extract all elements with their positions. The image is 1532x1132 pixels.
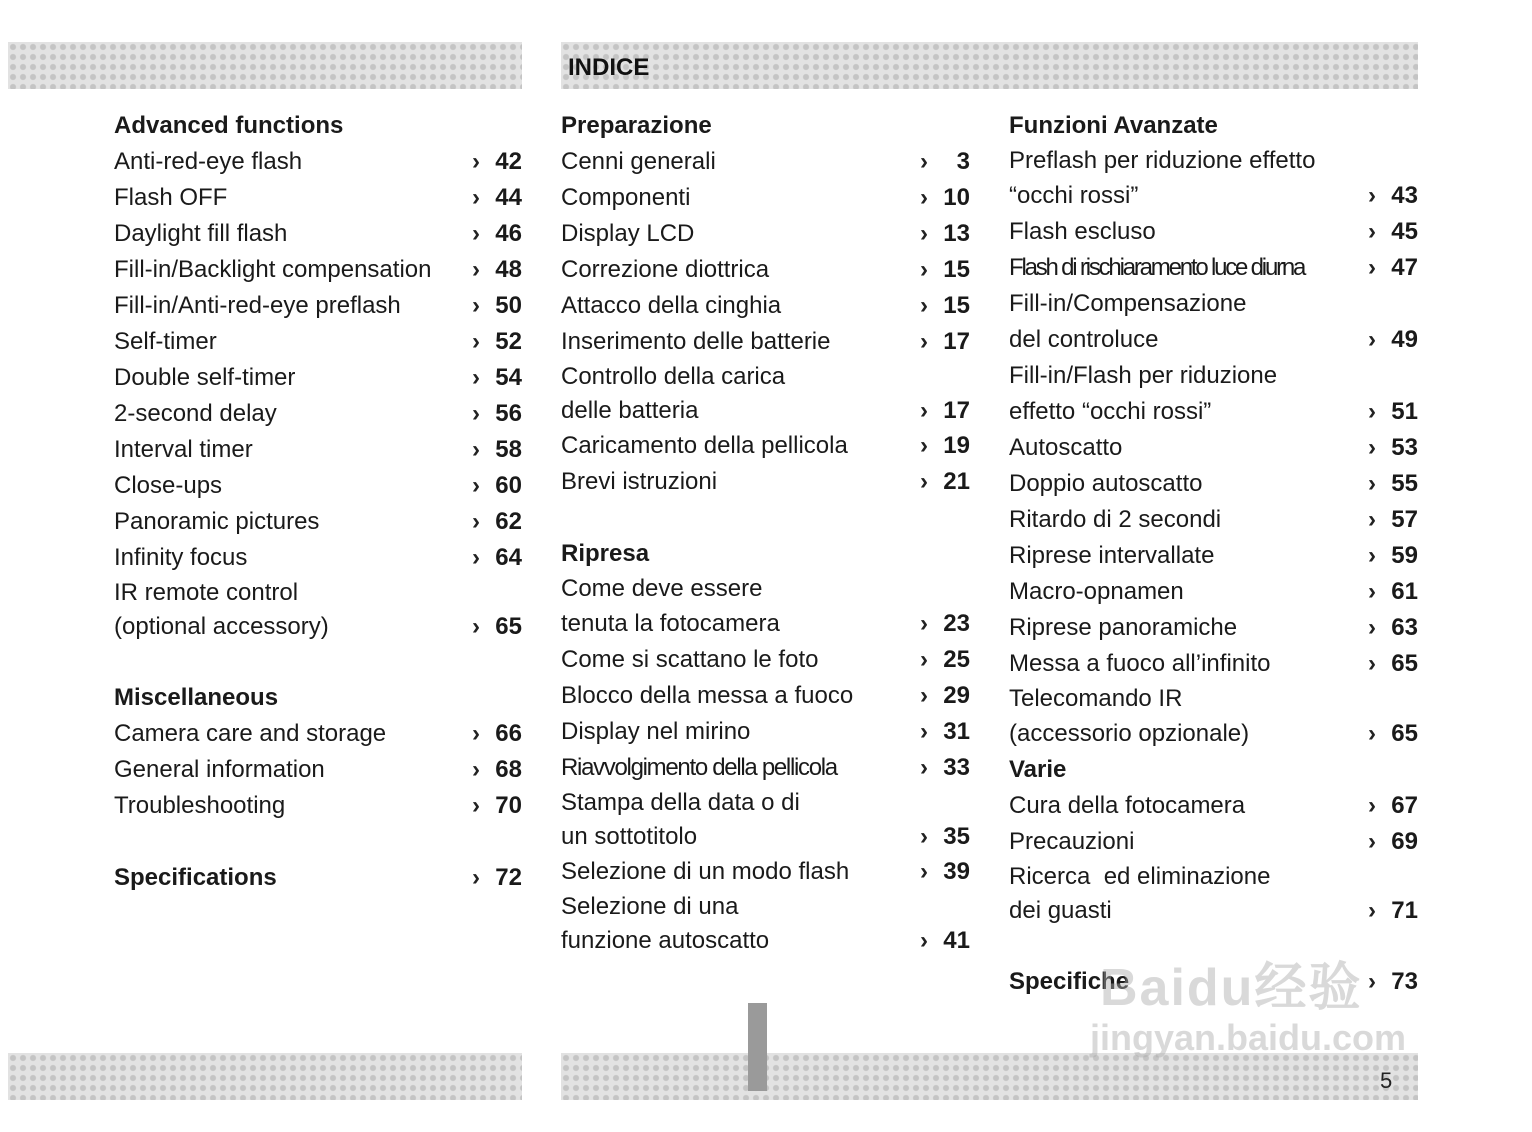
chevron-right-icon: › xyxy=(920,927,928,954)
entry-title-continued: dei guasti xyxy=(1009,897,1112,924)
chevron-right-icon: › xyxy=(920,646,928,673)
entry-title: IR remote control xyxy=(114,579,299,606)
chevron-right-icon: › xyxy=(1368,434,1376,461)
chevron-right-icon: › xyxy=(1368,897,1376,924)
chevron-right-icon: › xyxy=(472,328,480,355)
entry-title: Riprese panoramiche xyxy=(1009,614,1238,641)
entry-title: Preflash per riduzione effetto xyxy=(1009,147,1316,174)
toc-entry[interactable] xyxy=(114,360,522,396)
entry-page: 65 xyxy=(1391,650,1418,677)
chevron-right-icon: › xyxy=(472,613,480,640)
chevron-right-icon: › xyxy=(920,823,928,850)
entry-title: Ricerca ed eliminazione xyxy=(1009,863,1271,890)
entry-title-continued: un sottotitolo xyxy=(561,823,698,850)
entry-title: Componenti xyxy=(561,184,691,211)
entry-page: 52 xyxy=(495,328,522,355)
entry-page: 59 xyxy=(1391,542,1418,569)
toc-entry[interactable] xyxy=(561,394,970,428)
toc-entry[interactable] xyxy=(114,788,522,824)
toc-entry[interactable] xyxy=(561,428,970,464)
chevron-right-icon: › xyxy=(920,220,928,247)
entry-page: 15 xyxy=(943,256,970,283)
entry-title: Fill-in/Anti-red-eye preflash xyxy=(114,292,401,319)
entry-title: Brevi istruzioni xyxy=(561,468,718,495)
chevron-right-icon: › xyxy=(472,720,480,747)
entry-title: Come deve essere xyxy=(561,575,763,602)
chevron-right-icon: › xyxy=(920,432,928,459)
entry-title: General information xyxy=(114,756,325,783)
entry-page: 45 xyxy=(1391,218,1418,245)
toc-entry[interactable] xyxy=(1009,646,1418,682)
entry-title: Macro-opnamen xyxy=(1009,578,1184,605)
entry-title: Stampa della data o di xyxy=(561,789,800,816)
chevron-right-icon: › xyxy=(1368,614,1376,641)
toc-entry[interactable] xyxy=(114,144,522,180)
chevron-right-icon: › xyxy=(472,364,480,391)
toc-entry[interactable] xyxy=(561,642,970,678)
entry-title: Precauzioni xyxy=(1009,828,1135,855)
toc-entry[interactable] xyxy=(1009,788,1418,824)
entry-title: Fill-in/Flash per riduzione xyxy=(1009,362,1278,389)
watermark-brand: Baidu经验 xyxy=(1100,959,1363,1017)
toc-entry[interactable] xyxy=(114,216,522,252)
entry-page: 63 xyxy=(1391,614,1418,641)
entry-page: 29 xyxy=(943,682,970,709)
entry-title: Messa a fuoco all’infinito xyxy=(1009,650,1271,677)
toc-entry[interactable] xyxy=(114,288,522,324)
toc-entry[interactable] xyxy=(561,144,970,180)
chevron-right-icon: › xyxy=(920,610,928,637)
chevron-right-icon: › xyxy=(1368,398,1376,425)
toc-entry[interactable] xyxy=(561,606,970,642)
entry-page: 64 xyxy=(495,544,522,571)
entry-page: 68 xyxy=(495,756,522,783)
entry-page: 15 xyxy=(943,292,970,319)
entry-page: 54 xyxy=(495,364,522,391)
section-heading: Specifications xyxy=(114,864,277,891)
toc-entry[interactable] xyxy=(561,854,970,890)
entry-title-continued: (optional accessory) xyxy=(114,613,329,640)
chevron-right-icon: › xyxy=(1368,828,1376,855)
chevron-right-icon: › xyxy=(920,468,928,495)
entry-page: 72 xyxy=(495,864,522,891)
entry-title: Display nel mirino xyxy=(561,718,751,745)
toc-entry[interactable] xyxy=(1009,214,1418,250)
entry-title: Caricamento della pellicola xyxy=(561,432,848,459)
toc-entry[interactable] xyxy=(1009,322,1418,358)
entry-title: Selezione di una xyxy=(561,893,739,920)
chevron-right-icon: › xyxy=(1368,326,1376,353)
toc-entry[interactable] xyxy=(1009,466,1418,502)
chevron-right-icon: › xyxy=(472,184,480,211)
entry-page: 70 xyxy=(495,792,522,819)
chevron-right-icon: › xyxy=(472,508,480,535)
entry-title: Double self-timer xyxy=(114,364,296,391)
entry-page: 51 xyxy=(1391,398,1418,425)
toc-entry[interactable] xyxy=(114,540,522,576)
toc-entry[interactable] xyxy=(561,464,970,500)
toc-entry[interactable] xyxy=(1009,574,1418,610)
toc-entry[interactable] xyxy=(561,924,970,958)
entry-title: Attacco della cinghia xyxy=(561,292,782,319)
entry-title-continued: (accessorio opzionale) xyxy=(1009,720,1250,747)
entry-title-continued: effetto “occhi rossi” xyxy=(1009,398,1212,425)
entry-title: Cenni generali xyxy=(561,148,716,175)
toc-entry[interactable] xyxy=(114,752,522,788)
entry-title: Come si scattano le foto xyxy=(561,646,819,673)
decorative-band-top-left xyxy=(8,42,522,89)
chevron-right-icon: › xyxy=(1368,792,1376,819)
chevron-right-icon: › xyxy=(472,292,480,319)
chevron-right-icon: › xyxy=(920,718,928,745)
entry-page: 17 xyxy=(943,328,970,355)
entry-title: Flash escluso xyxy=(1009,218,1156,245)
toc-entry[interactable] xyxy=(114,396,522,432)
toc-entry[interactable] xyxy=(1009,178,1418,214)
entry-page: 19 xyxy=(943,432,970,459)
entry-title-continued: funzione autoscatto xyxy=(561,927,770,954)
entry-title: Self-timer xyxy=(114,328,217,355)
chevron-right-icon: › xyxy=(920,754,928,781)
chevron-right-icon: › xyxy=(1368,968,1376,995)
entry-page: 31 xyxy=(943,718,970,745)
entry-title: Blocco della messa a fuoco xyxy=(561,682,854,709)
chevron-right-icon: › xyxy=(472,220,480,247)
entry-title: Panoramic pictures xyxy=(114,508,320,535)
chevron-right-icon: › xyxy=(472,472,480,499)
toc-column-italian-2 xyxy=(1009,108,1418,1000)
chevron-right-icon: › xyxy=(1368,506,1376,533)
entry-page: 25 xyxy=(943,646,970,673)
entry-title: Interval timer xyxy=(114,436,253,463)
entry-title: Controllo della carica xyxy=(561,363,786,390)
toc-entry[interactable] xyxy=(561,750,970,786)
toc-entry[interactable] xyxy=(561,324,970,360)
entry-page: 61 xyxy=(1391,578,1418,605)
toc-entry-line[interactable] xyxy=(561,572,970,606)
chevron-right-icon: › xyxy=(472,792,480,819)
toc-entry[interactable] xyxy=(1009,538,1418,574)
entry-page: 49 xyxy=(1391,326,1418,353)
entry-title: Riavvolgimento della pellicola xyxy=(561,754,837,781)
entry-page: 10 xyxy=(943,184,970,211)
chevron-right-icon: › xyxy=(1368,182,1376,209)
entry-title-continued: tenuta la fotocamera xyxy=(561,610,780,637)
section-heading: Advanced functions xyxy=(114,112,344,139)
entry-page: 66 xyxy=(495,720,522,747)
toc-entry[interactable] xyxy=(114,716,522,752)
chevron-right-icon: › xyxy=(1368,254,1376,281)
entry-title-continued: del controluce xyxy=(1009,326,1159,353)
chevron-right-icon: › xyxy=(1368,470,1376,497)
entry-title: Anti-red-eye flash xyxy=(114,148,303,175)
chevron-right-icon: › xyxy=(920,256,928,283)
section-heading: Ripresa xyxy=(561,540,650,567)
entry-page: 57 xyxy=(1391,506,1418,533)
toc-entry-line[interactable] xyxy=(1009,286,1418,322)
entry-page: 21 xyxy=(943,468,970,495)
entry-page: 46 xyxy=(495,220,522,247)
decorative-band-bottom-left xyxy=(8,1053,522,1100)
entry-page: 13 xyxy=(943,220,970,247)
entry-title: Flash di rischiaramento luce diurna xyxy=(1009,254,1305,281)
entry-page: 56 xyxy=(495,400,522,427)
watermark xyxy=(1090,945,1440,1065)
entry-page: 41 xyxy=(943,927,970,954)
entry-page: 39 xyxy=(943,858,970,885)
entry-page: 17 xyxy=(943,397,970,424)
toc-entry[interactable] xyxy=(561,180,970,216)
toc-column-italian-1 xyxy=(561,108,970,958)
decorative-band-top-right xyxy=(561,42,1418,89)
toc-column-english xyxy=(114,108,522,896)
entry-title: Camera care and storage xyxy=(114,720,387,747)
toc-entry[interactable] xyxy=(1009,716,1418,752)
chevron-right-icon: › xyxy=(920,328,928,355)
toc-entry-line[interactable] xyxy=(561,890,970,924)
toc-entry[interactable] xyxy=(561,216,970,252)
entry-page: 58 xyxy=(495,436,522,463)
entry-title: Flash OFF xyxy=(114,184,228,211)
entry-page: 73 xyxy=(1391,968,1418,995)
index-title: INDICE xyxy=(568,54,650,81)
toc-entry[interactable] xyxy=(114,504,522,540)
toc-entry[interactable] xyxy=(561,714,970,750)
entry-title: Infinity focus xyxy=(114,544,248,571)
entry-title: Troubleshooting xyxy=(114,792,286,819)
toc-entry[interactable] xyxy=(1009,430,1418,466)
entry-title: Fill-in/Compensazione xyxy=(1009,290,1247,317)
section-heading: Preparazione xyxy=(561,112,712,139)
entry-title: Close-ups xyxy=(114,472,223,499)
chevron-right-icon: › xyxy=(472,756,480,783)
chevron-right-icon: › xyxy=(1368,650,1376,677)
toc-entry[interactable] xyxy=(1009,824,1418,860)
toc-entry[interactable] xyxy=(1009,394,1418,430)
toc-entry[interactable] xyxy=(1009,502,1418,538)
entry-title: 2-second delay xyxy=(114,400,277,427)
watermark-url: jingyan.baidu.com xyxy=(1090,1017,1407,1058)
toc-entry-line[interactable] xyxy=(561,786,970,820)
entry-page: 67 xyxy=(1391,792,1418,819)
toc-entry-line[interactable] xyxy=(561,360,970,394)
entry-page: 60 xyxy=(495,472,522,499)
chevron-right-icon: › xyxy=(920,682,928,709)
toc-entry[interactable] xyxy=(561,678,970,714)
entry-page: 65 xyxy=(1391,720,1418,747)
toc-entry[interactable] xyxy=(114,180,522,216)
toc-entry[interactable] xyxy=(1009,894,1418,928)
toc-entry[interactable] xyxy=(1009,250,1418,286)
section-heading: Varie xyxy=(1009,756,1067,783)
section-heading: Miscellaneous xyxy=(114,684,279,711)
entry-page: 55 xyxy=(1391,470,1418,497)
chevron-right-icon: › xyxy=(1368,578,1376,605)
entry-page: 3 xyxy=(956,148,970,175)
toc-entry[interactable] xyxy=(114,252,522,288)
toc-entry[interactable] xyxy=(114,324,522,360)
toc-entry[interactable] xyxy=(561,820,970,854)
chevron-right-icon: › xyxy=(472,148,480,175)
toc-entry[interactable] xyxy=(114,468,522,504)
toc-entry-line[interactable] xyxy=(1009,144,1418,178)
binding-spine xyxy=(748,1003,767,1091)
toc-entry[interactable] xyxy=(114,432,522,468)
chevron-right-icon: › xyxy=(472,400,480,427)
entry-title: Inserimento delle batterie xyxy=(561,328,831,355)
chevron-right-icon: › xyxy=(920,397,928,424)
entry-title: Ritardo di 2 secondi xyxy=(1009,506,1222,533)
entry-title: Daylight fill flash xyxy=(114,220,288,247)
chevron-right-icon: › xyxy=(920,858,928,885)
entry-page: 53 xyxy=(1391,434,1418,461)
toc-entry-line[interactable] xyxy=(1009,682,1418,716)
toc-entry-line[interactable] xyxy=(1009,358,1418,394)
entry-title: Display LCD xyxy=(561,220,695,247)
section-heading: Funzioni Avanzate xyxy=(1009,112,1218,139)
entry-page: 23 xyxy=(943,610,970,637)
entry-title: Cura della fotocamera xyxy=(1009,792,1246,819)
toc-entry-line[interactable] xyxy=(114,576,522,610)
entry-page: 43 xyxy=(1391,182,1418,209)
entry-page: 35 xyxy=(943,823,970,850)
chevron-right-icon: › xyxy=(1368,720,1376,747)
entry-page: 50 xyxy=(495,292,522,319)
chevron-right-icon: › xyxy=(472,544,480,571)
entry-page: 33 xyxy=(943,754,970,781)
entry-page: 69 xyxy=(1391,828,1418,855)
entry-title: Autoscatto xyxy=(1009,434,1123,461)
entry-page: 48 xyxy=(495,256,522,283)
chevron-right-icon: › xyxy=(472,256,480,283)
toc-entry[interactable] xyxy=(1009,610,1418,646)
entry-page: 71 xyxy=(1391,897,1418,924)
entry-title: Riprese intervallate xyxy=(1009,542,1215,569)
entry-title: Telecomando IR xyxy=(1009,685,1183,712)
chevron-right-icon: › xyxy=(920,148,928,175)
chevron-right-icon: › xyxy=(1368,218,1376,245)
entry-title-continued: delle batteria xyxy=(561,397,699,424)
toc-entry[interactable] xyxy=(561,252,970,288)
toc-entry[interactable] xyxy=(561,288,970,324)
section-heading: Specifiche xyxy=(1009,968,1130,995)
toc-entry[interactable] xyxy=(114,610,522,644)
entry-title: Selezione di un modo flash xyxy=(561,858,850,885)
entry-title: Fill-in/Backlight compensation xyxy=(114,256,432,283)
entry-page: 62 xyxy=(495,508,522,535)
entry-page: 42 xyxy=(495,148,522,175)
entry-page: 65 xyxy=(495,613,522,640)
chevron-right-icon: › xyxy=(920,292,928,319)
chevron-right-icon: › xyxy=(1368,542,1376,569)
entry-title-continued: “occhi rossi” xyxy=(1009,182,1139,209)
chevron-right-icon: › xyxy=(472,436,480,463)
entry-page: 47 xyxy=(1391,254,1418,281)
chevron-right-icon: › xyxy=(920,184,928,211)
chevron-right-icon: › xyxy=(472,864,480,891)
page-number: 5 xyxy=(1380,1068,1393,1093)
toc-entry-line[interactable] xyxy=(1009,860,1418,894)
toc-entry-specifications[interactable] xyxy=(114,860,522,896)
entry-title: Correzione diottrica xyxy=(561,256,770,283)
entry-page: 44 xyxy=(495,184,522,211)
entry-title: Doppio autoscatto xyxy=(1009,470,1203,497)
